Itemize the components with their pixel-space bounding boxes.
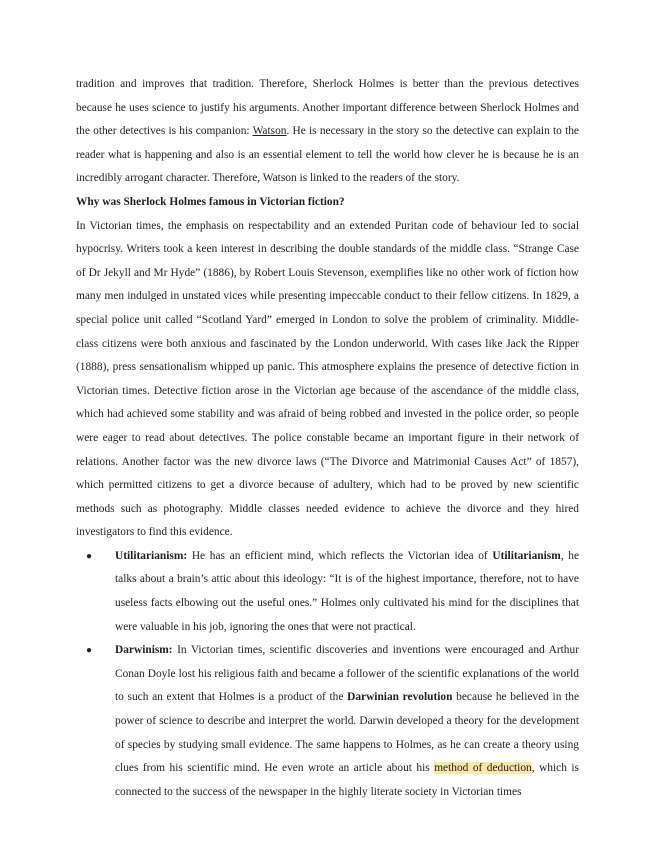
bullet-text: , which is connected to the success of the newspaper in the highly literate society in Victorian times bbox=[115, 762, 579, 798]
bullet-icon: ● bbox=[86, 645, 93, 657]
bullet-bold-term: Darwinian revolution bbox=[347, 691, 453, 704]
section-heading: Why was Sherlock Holmes famous in Victorian fiction? bbox=[76, 195, 345, 208]
bullet-icon: ● bbox=[86, 550, 93, 562]
watson-link[interactable]: Watson bbox=[252, 125, 287, 138]
bullet-text: , he talks about a brain’s attic about this ideology: “It is of the highest importance, therefore, not to have useless facts elbowing out the useful ones.” Holmes only cultivated his mind for the disciplines that were valuable in his job, ignoring the ones that were not practical. bbox=[115, 549, 579, 633]
bullet-term: Utilitarianism: bbox=[115, 549, 188, 562]
highlighted-text[interactable]: method of deduction bbox=[434, 762, 532, 775]
bullet-text: He has an efficient mind, which reflects the Victorian idea of bbox=[187, 549, 493, 562]
bullet-bold-term: Utilitarianism bbox=[492, 549, 561, 562]
bullet-text: because he believed in the power of science to describe and interpret the world. Darwin developed a theory for the development of species by studying small evidence. The same happens to Holmes, as he can create a theory using clues from his scientific mind. He even wrote an article about his bbox=[115, 691, 579, 775]
bullet-item-darwinism bbox=[86, 639, 579, 804]
bullet-text: In Victorian times, scientific discoveries and inventions were encouraged and Arthur Conan Doyle lost his religious faith and became a follower of the scientific explanations of the world to such an extent that Holmes is a product of the bbox=[115, 644, 579, 704]
bullet-list bbox=[76, 545, 579, 805]
paragraph-intro-text-b: . He is necessary in the story so the detective can explain to the reader what is happening and also is an essential element to tell the world how clever he is because he is an incredibly arrogant character. Therefore, Watson is linked to the readers of the story. bbox=[76, 125, 579, 185]
paragraph-victorian-context: In Victorian times, the emphasis on respectability and an extended Puritan code of behaviour led to social hypocrisy. Writers took a keen interest in describing the double standards of the middle class. “Strange Case of Dr Jekyll and Mr Hyde” (1886), by Robert Louis Stevenson, exemplifies like no other work of fiction how many men indulged in unstated vices while presenting impeccable conduct to their fellow citizens. In 1829, a special police unit called “Scotland Yard” emerged in London to solve the problem of criminality. Middle-class citizens were both anxious and fascinated by the London underworld. With cases like Jack the Ripper (1888), press sensationalism whipped up panic. This atmosphere explains the presence of detective fiction in Victorian times. Detective fiction arose in the Victorian age because of the ascendance of the middle class, which had achieved some stability and was afraid of being robbed and invested in the police order, so people were eager to read about detectives. The police constable became an important figure in their network of relations. Another factor was the new divorce laws (“The Divorce and Matrimonial Causes Act” of 1857), which permitted citizens to get a divorce because of adultery, which had to be proved by new scientific methods such as photography. Middle classes needed evidence to achieve the divorce and they hired investigators to find this evidence. bbox=[76, 219, 579, 539]
bullet-term: Darwinism: bbox=[115, 644, 173, 657]
bullet-item-utilitarianism bbox=[86, 545, 579, 639]
paragraph-intro bbox=[76, 73, 579, 191]
document-body bbox=[76, 73, 579, 804]
paragraph-intro-text-a: tradition and improves that tradition. Therefore, Sherlock Holmes is better than the previous detectives because he uses science to justify his arguments. Another important difference between Sherlock Holmes and the other detectives is his companion: bbox=[76, 78, 579, 138]
